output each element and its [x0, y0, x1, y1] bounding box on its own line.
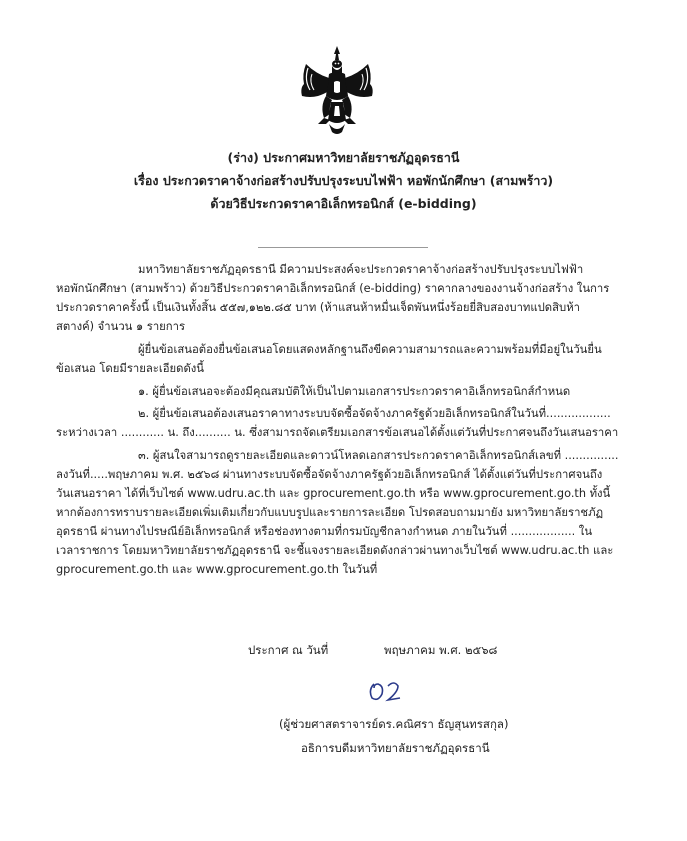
text-line: หอพักนักศึกษา (สามพร้าว) ด้วยวิธีประกวดราคาอิเล็กทรอนิกส์ (e-bidding) ราคากลางของงานจ้างก่อสร้าง ในการ — [56, 282, 610, 295]
signer-name: (ผู้ช่วยศาสตราจารย์ดร.คณิศรา ธัญสุนทรสกุล) — [279, 717, 509, 731]
announcement-method: ด้วยวิธีประกวดราคาอิเล็กทรอนิกส์ (e-bidding) — [210, 196, 477, 211]
text-line: มหาวิทยาลัยราชภัฏอุดรธานี มีความประสงค์จะประกวดราคาจ้างก่อสร้างปรับปรุงระบบไฟฟ้า — [138, 263, 584, 276]
text-line: ประกวดราคาครั้งนี้ เป็นเงินทั้งสิ้น ๕๕๗,๑๒๒.๘๕ บาท (ห้าแสนห้าหมื่นเจ็ดพันหนึ่งร้อยยี่สิบสองบาทแปดสิบห้า — [56, 301, 580, 314]
signature-mark-icon — [360, 676, 460, 712]
text-line: สตางค์) จำนวน ๑ รายการ — [56, 320, 186, 333]
text-line: ผู้ยื่นข้อเสนอต้องยื่นข้อเสนอโดยแสดงหลักฐานถึงขีดความสามารถและความพร้อมที่มีอยู่ในวันยื่น — [138, 343, 602, 356]
paragraph-intro — [56, 260, 636, 336]
signature — [360, 676, 460, 712]
paragraph-requirements — [56, 340, 636, 378]
announcement-subject: เรื่อง ประกวดราคาจ้างก่อสร้างปรับปรุงระบบไฟฟ้า หอพักนักศึกษา (สามพร้าว) — [133, 173, 554, 188]
list-item-1 — [56, 382, 636, 401]
text-line: ข้อเสนอ โดยมีรายละเอียดดังนี้ — [56, 362, 205, 375]
list-item-2 — [56, 404, 636, 442]
text-line: ระหว่างเวลา ............ น. ถึง.......... น. ซึ่งสามารถจัดเตรียมเอกสารข้อเสนอได้ตั้งแต่วันที่ประกาศจนถึงวันเสนอราคา — [56, 426, 619, 439]
list-item-3 — [56, 446, 636, 579]
text-line: อุดรธานี ผ่านทางไปรษณีย์อิเล็กทรอนิกส์ หรือช่องทางตามที่กรมบัญชีกลางกำหนด ภายในวันที่ .................. ใน — [56, 525, 593, 538]
announce-date-label: ประกาศ ณ วันที่ — [248, 643, 329, 657]
text-line: gprocurement.go.th และ www.gprocurement.go.th ในวันที่ — [56, 563, 378, 576]
announcement-title: (ร่าง) ประกาศมหาวิทยาลัยราชภัฏอุดรธานี — [227, 150, 460, 165]
text-line: หากต้องการทราบรายละเอียดเพิ่มเติมเกี่ยวกับแบบรูปและรายการละเอียด โปรดสอบถามมายัง มหาวิทยาลัยราชภัฏ — [56, 506, 604, 519]
announce-date: พฤษภาคม พ.ศ. ๒๕๖๘ — [384, 643, 498, 657]
garuda-emblem-icon — [296, 44, 378, 136]
text-line: ลงวันที่.....พฤษภาคม พ.ศ. ๒๕๖๘ ผ่านทางระบบจัดซื้อจัดจ้างภาครัฐด้วยอิเล็กทรอนิกส์ ได้ตั้งแต่วันที่ประกาศจนถึง — [56, 468, 603, 481]
divider — [258, 247, 428, 248]
text-line: ๑. ผู้ยื่นข้อเสนอจะต้องมีคุณสมบัติให้เป็นไปตามเอกสารประกวดราคาอิเล็กทรอนิกส์กำหนด — [138, 385, 571, 398]
text-line: วันเสนอราคา ได้ที่เว็บไซต์ www.udru.ac.th และ gprocurement.go.th หรือ www.gprocurement.go.th ทั้งนี้ — [56, 487, 611, 500]
text-line: ๓. ผู้สนใจสามารถดูรายละเอียดและดาวน์โหลดเอกสารประกวดราคาอิเล็กทรอนิกส์เลขที่ ............... — [138, 449, 619, 462]
text-line: เวลาราชการ โดยมหาวิทยาลัยราชภัฏอุดรธานี จะชี้แจงรายละเอียดดังกล่าวผ่านทางเว็บไซต์ www.udru.ac.th และ — [56, 544, 614, 557]
signer-title: อธิการบดีมหาวิทยาลัยราชภัฏอุดรธานี — [301, 741, 490, 755]
text-line: ๒. ผู้ยื่นข้อเสนอต้องเสนอราคาทางระบบจัดซื้อจัดจ้างภาครัฐด้วยอิเล็กทรอนิกส์ในวันที่.................. — [138, 407, 611, 420]
signature-text — [360, 676, 361, 677]
